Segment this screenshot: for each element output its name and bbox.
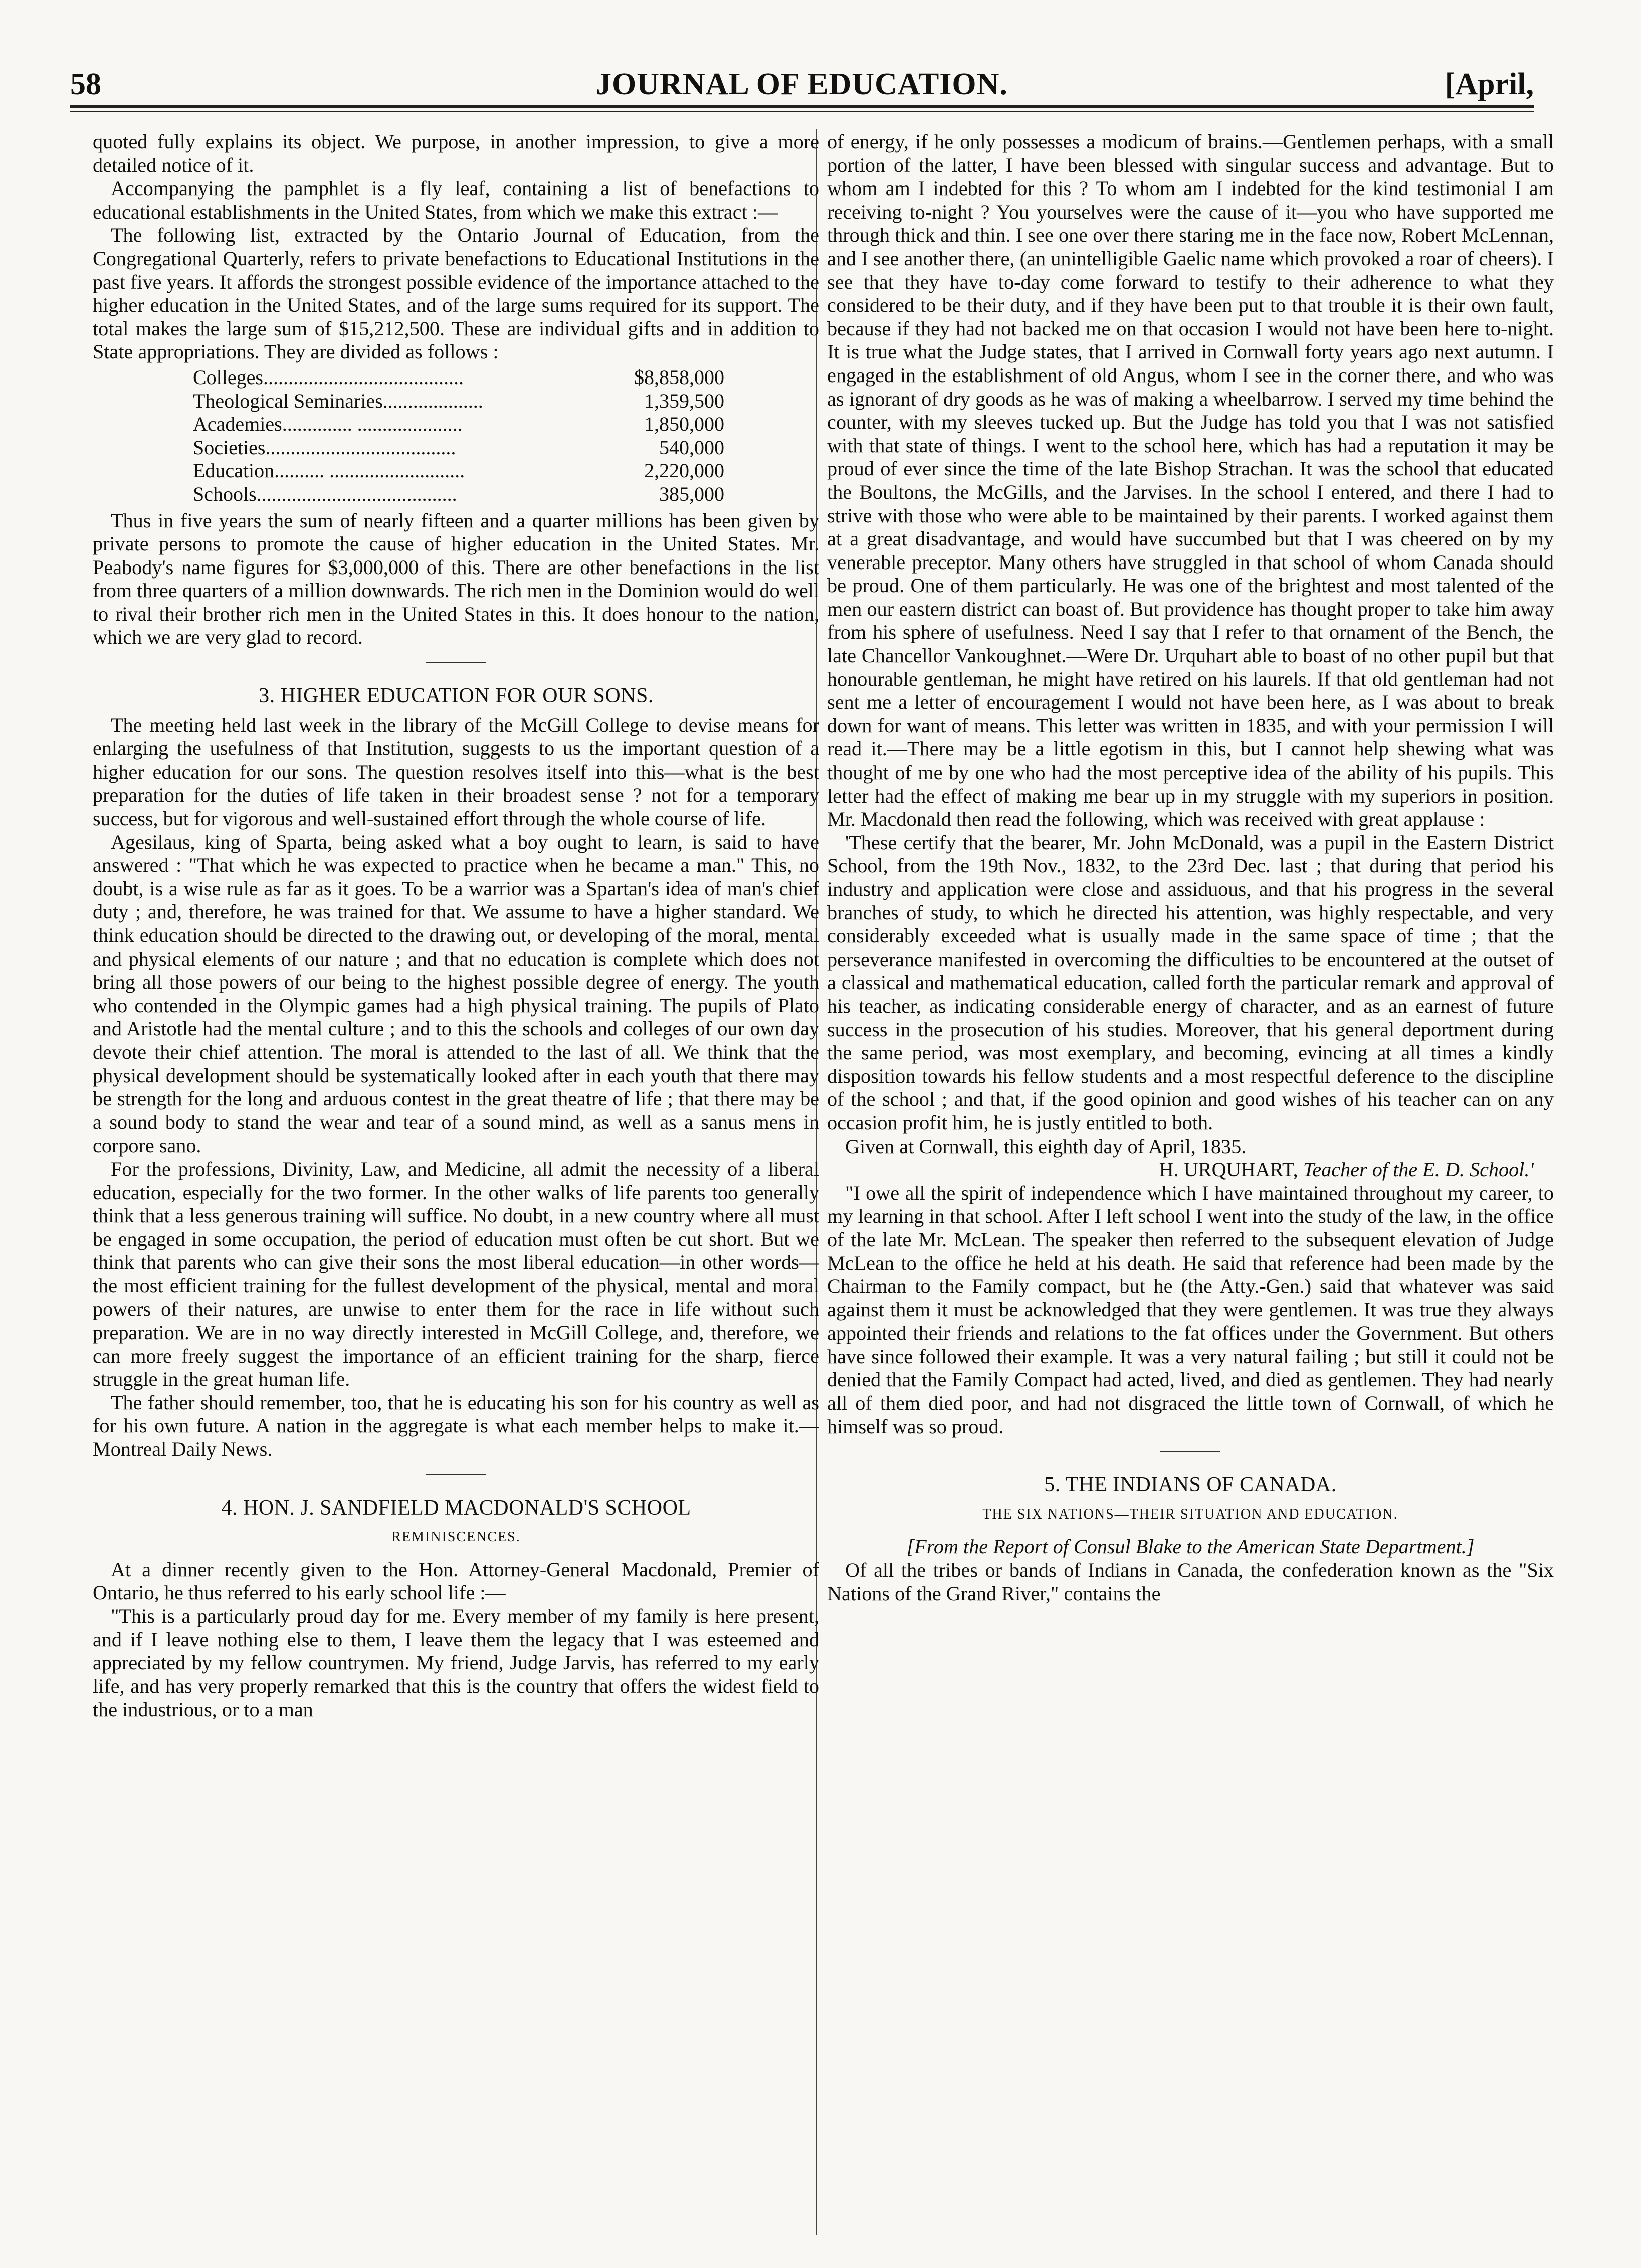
paragraph: For the professions, Divinity, Law, and Medicine, all admit the necessity of a liberal education, especially for the two former. In the other walks of life parents too generally think that a less generous training will suffice. No doubt, in a new country where all must be engaged in some occupation, the period of education must often be cut short. But we think that parents who can give their sons the most liberal education—in other words—the most efficient training for the fullest development of the physical, mental and moral powers of their natures, are unwise to enter them for the race in life without such preparation. We are in no way directly interested in McGill College, and, therefore, we can more freely suggest the importance of an efficient training for the sharp, fierce struggle in the great human life. — [93, 1157, 819, 1391]
gift-label: Theological Seminaries.................... — [193, 389, 483, 412]
section-3-title: 3. HIGHER EDUCATION FOR OUR SONS. — [259, 684, 654, 708]
paragraph: The following list, extracted by the Ontario Journal of Education, from the Congregational Quarterly, refers to private benefactions to Educational Institutions in the past five years. It affords the strongest possible evidence of the importance attached to the higher education in the United States, and of the large sums required for its support. The total makes the large sum of $15,212,500. These are individual gifts and in addition to State appropriations. They are divided as follows : — [93, 224, 819, 363]
table-row — [193, 413, 724, 436]
gift-amount: 1,359,500 — [644, 389, 724, 412]
header-rule — [70, 105, 1534, 108]
paragraph: of energy, if he only possesses a modicum of brains.—Gentlemen perhaps, with a small portion of the latter, I have been blessed with singular success and advantage. But to whom am I indebted for this ? To whom am I indebted for the kind testimonial I am receiving to-night ? You yourselves were the cause of it—you who have supported me through thick and thin. I see one over there staring me in the face now, Robert McLennan, and I see another there, (an unintelligible Gaelic name which provoked a roar of cheers). I see that they have to-day come forward to testify to their adherence to what they considered to be their duty, and if they have been put to that trouble it is their own fault, because if they had not backed me on that occasion I would not have been here to-night. It is true what the Judge states, that I arrived in Cornwall forty years ago next autumn. I engaged in the establishment of old Angus, whom I see in the corner there, and who was as ignorant of dry goods as he was of making a wheelbarrow. I served my time behind the counter, with my sleeves tucked up. But the Judge has told you that I was not satisfied with that state of things. I went to the school here, which has had a reputation it may be proud of ever since the time of the late Bishop Strachan. It was the school that educated the Boultons, the McGills, and the Jarvises. In the school I entered, and there I had to strive with those who were able to be maintained by their parents. I worked against them at a great disadvantage, and would have succumbed but that I was cheered on by my venerable preceptor. Many others have struggled in that school of whom Canada should be proud. One of them particularly. He was one of the brightest and most talented of the men our eastern district can boast of. But providence has thought proper to take him away from his sphere of usefulness. Need I say that I refer to that ornament of the Bench, the late Chancellor Vankoughnet.—Were Dr. Urquhart able to boast of no other pupil but that honourable gentleman, he might have retired on his laurels. If that old gentleman had not sent me a letter of encouragement I would not have been here, as I was about to break down for want of means. This letter was written in 1835, and with your permission I will read it.—There may be a little egotism in this, but I cannot help shewing what was thought of me by one who had the most perceptive idea of the ability of his pupils. This letter had the effect of making me bear up in my struggle with my superiors in position. Mr. Macdonald then read the following, which was received with great applause : — [827, 130, 1554, 831]
certificate-signature — [827, 1158, 1554, 1182]
section-5-subtitle: THE SIX NATIONS—THEIR SITUATION AND EDUCATION. — [982, 1506, 1398, 1522]
signer-name: H. URQUHART, — [1159, 1158, 1298, 1181]
left-column — [93, 130, 819, 2236]
certificate-date: Given at Cornwall, this eighth day of April, 1835. — [845, 1135, 1247, 1158]
gift-amount: 1,850,000 — [644, 413, 724, 436]
section-4-subtitle: REMINISCENCES. — [391, 1529, 521, 1545]
signer-title: Teacher of the E. D. School.' — [1303, 1158, 1534, 1181]
table-row — [193, 366, 724, 390]
gift-label: Education.......... ........................... — [193, 459, 465, 482]
journal-title: JOURNAL OF EDUCATION. — [596, 67, 1008, 101]
section-rule — [426, 1474, 486, 1475]
gift-amount: 385,000 — [659, 482, 724, 505]
table-row — [193, 390, 724, 413]
paragraph: "I owe all the spirit of independence which I have maintained throughout my career, to my learning in that school. After I left school I went into the study of the law, in the office of the late Mr. McLean. The speaker then referred to the subsequent elevation of Judge McLean to the office he held at his death. He said that reference had been made by the Chairman to the Family compact, but he (the Atty.-Gen.) said that whatever was said against them it must be acknowledged that they were gentlemen. It was true they always appointed their friends and relations to the fat offices under the Government. But others have since followed their example. It was a very natural failing ; but still it could not be denied that the Family Compact had acted, lived, and died as gentlemen. They had nearly all of them died poor, and had not disgraced the little town of Cornwall, of which he himself was so proud. — [827, 1181, 1554, 1438]
section-5-title: 5. THE INDIANS OF CANADA. — [1044, 1473, 1337, 1497]
table-row — [193, 436, 724, 460]
gift-amount: 2,220,000 — [644, 459, 724, 482]
paragraph: At a dinner recently given to the Hon. Attorney-General Macdonald, Premier of Ontario, he thus referred to his early school life :— — [93, 1558, 819, 1604]
gift-label: Colleges........................................ — [193, 365, 464, 389]
paragraph: The meeting held last week in the library of the McGill College to devise means for enlarging the usefulness of that Institution, suggests to us the important question of a higher education for our sons. The question resolves itself into this—what is the best preparation for the duties of life taken in their broadest sense ? not for a temporary success, but for vigorous and well-sustained effort through the whole course of life. — [93, 713, 819, 830]
table-row — [193, 483, 724, 506]
gift-amount: $8,858,000 — [634, 365, 724, 389]
paragraph: Of all the tribes or bands of Indians in Canada, the confederation known as the "Six Nations of the Grand River," contains the — [827, 1559, 1554, 1605]
paragraph: Agesilaus, king of Sparta, being asked what a boy ought to learn, is said to have answered : "That which he was expected to practice when he became a man." This, no doubt, is a wise rule as far as it goes. To be a warrior was a Spartan's idea of man's chief duty ; and, therefore, he was trained for that. We assume to have a higher standard. We think education should be directed to the drawing out, or developing of the moral, mental and physical elements of our nature ; and that no education is complete which does not bring all those powers of our being to the highest possible degree of energy. The youth who contended in the Olympic games had a high physical training. The pupils of Plato and Aristotle had the mental culture ; and to this the schools and colleges of our own day devote their chief attention. The moral is attended to the last of all. We think that the physical development should be systematically looked after in each youth that there may be strength for the long and arduous contest in the great theatre of life ; that there may be a sound body to stand the wear and tear of a sound mind, as well as a sanus mens in corpore sano. — [93, 830, 819, 1157]
paragraph: Thus in five years the sum of nearly fifteen and a quarter millions has been given by private persons to promote the cause of higher education in the United States. Mr. Peabody's name figures for $3,000,000 of this. There are other benefactions in the list from three quarters of a million downwards. The rich men in the Dominion would do well to rival their brother rich men in the United States in this. It does honour to the nation, which we are very glad to record. — [93, 509, 819, 649]
page-header — [70, 59, 1534, 109]
gift-amount: 540,000 — [659, 436, 724, 459]
issue-month: [April, — [1445, 67, 1534, 101]
certificate-text: 'These certify that the bearer, Mr. John McDonald, was a pupil in the Eastern District School, from the 19th Nov., 1832, to the 23rd Dec. last ; that during that period his industry and application were close and assiduous, and that his progress in the several branches of study, to which he directed his attention, was highly respectable, and very considerably exceeded what is usually made in the same space of time ; that the perseverance manifested in overcoming the difficulties to be encountered at the outset of a classical and mathematical education, called forth the particular remark and approval of his teacher, as indicating considerable energy of character, and as an earnest of future success in the prosecution of his studies. Moreover, that his general deportment during the same period, was most exemplary, and becoming, evincing at all times a kindly disposition towards his fellow students and a most respectful deference to the discipline of the school ; and that, if the good opinion and good wishes of his teacher can on any occasion profit him, he is justly entitled to both. — [827, 831, 1554, 1134]
page-number: 58 — [70, 67, 101, 101]
table-row — [193, 459, 724, 483]
paragraph: Accompanying the pamphlet is a fly leaf, containing a list of benefactions to educational establishments in the United States, from which we make this extract :— — [93, 177, 819, 223]
section-4-title: 4. HON. J. SANDFIELD MACDONALD'S SCHOOL — [221, 1496, 691, 1520]
gift-label: Academies.............. ..................... — [193, 413, 463, 436]
section-5-source: [From the Report of Consul Blake to the American State Department.] — [906, 1535, 1475, 1558]
section-rule — [426, 662, 486, 663]
paragraph: "This is a particularly proud day for me. Every member of my family is here present, and if I leave nothing else to them, I leave them the legacy that I was esteemed and appreciated by my fellow countrymen. My friend, Judge Jarvis, has referred to my early life, and has very properly remarked that this is the country that offers the widest field to the industrious, or to a man — [93, 1605, 819, 1721]
gift-label: Societies...................................... — [193, 436, 456, 459]
paragraph: quoted fully explains its object. We purpose, in another impression, to give a more detailed notice of it. — [93, 130, 819, 176]
paragraph: The father should remember, too, that he is educating his son for his country as well as for his own future. A nation in the aggregate is what each member helps to make it.—Montreal Daily News. — [93, 1391, 819, 1461]
benefactions-table — [193, 366, 724, 506]
header-rule-thin — [70, 111, 1534, 112]
section-rule — [1160, 1451, 1220, 1452]
right-column — [827, 130, 1554, 2236]
gift-label: Schools........................................ — [193, 482, 457, 505]
